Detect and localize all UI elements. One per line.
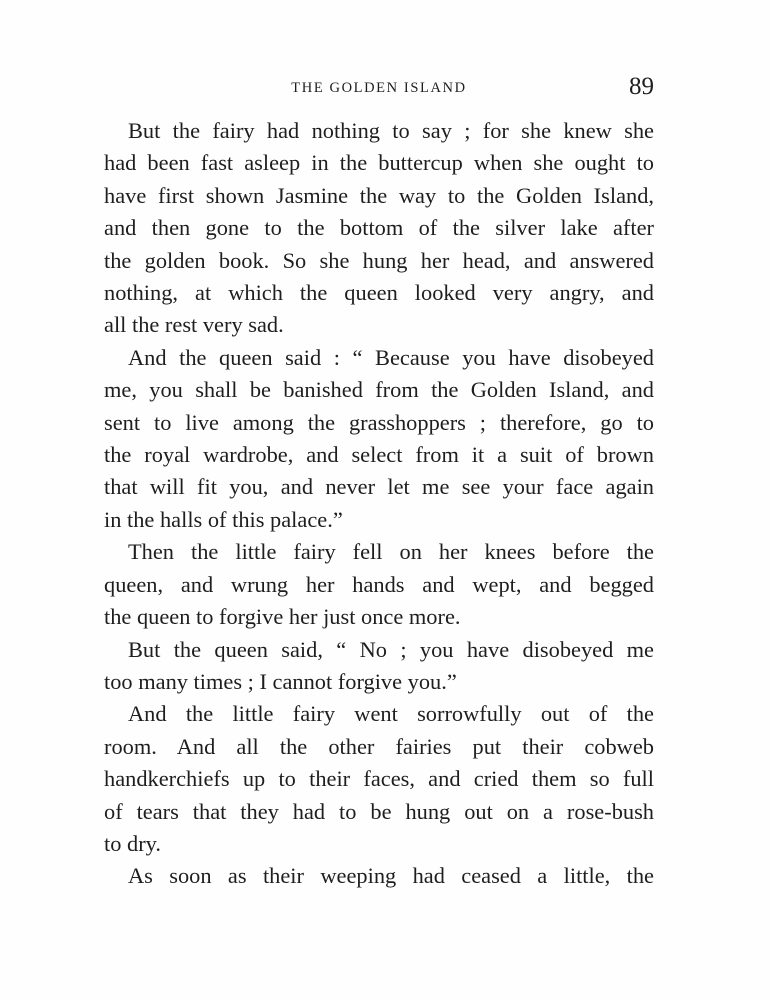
body-text	[104, 115, 654, 893]
paragraph	[104, 536, 654, 633]
text-line: had been fast asleep in the buttercup when she ought to	[104, 150, 654, 176]
paragraph	[104, 860, 654, 892]
text-line: that will fit you, and never let me see your face again	[104, 474, 654, 500]
text-line: to dry.	[104, 830, 162, 856]
text-line: As soon as their weeping had ceased a little, the	[128, 863, 654, 889]
text-line: all the rest very sad.	[104, 312, 284, 338]
paragraph	[104, 634, 654, 699]
text-line: of tears that they had to be hung out on a rose-bush	[104, 798, 654, 824]
text-line: and then gone to the bottom of the silver lake after	[104, 215, 654, 241]
text-line: too many times ; I cannot forgive you.”	[104, 668, 457, 694]
paragraph	[104, 115, 654, 342]
text-line: in the halls of this palace.”	[104, 506, 343, 532]
text-line: And the queen said : “ Because you have disobeyed	[128, 344, 654, 370]
text-line: sent to live among the grasshoppers ; therefore, go to	[104, 409, 654, 435]
text-line: the royal wardrobe, and select from it a suit of brown	[104, 442, 654, 468]
text-line: nothing, at which the queen looked very angry, and	[104, 280, 654, 306]
text-line: me, you shall be banished from the Golden Island, and	[104, 377, 654, 403]
text-line: handkerchiefs up to their faces, and cried them so full	[104, 766, 654, 792]
text-line: the queen to forgive her just once more.	[104, 604, 461, 630]
text-line: Then the little fairy fell on her knees before the	[128, 539, 654, 565]
text-line: But the fairy had nothing to say ; for she knew she	[128, 118, 654, 143]
page-number: 89	[629, 73, 654, 100]
paragraph	[104, 698, 654, 860]
text-line: have first shown Jasmine the way to the Golden Island,	[104, 182, 654, 208]
text-line: queen, and wrung her hands and wept, and begged	[104, 571, 654, 597]
running-head	[104, 73, 654, 104]
text-line: But the queen said, “ No ; you have disobeyed me	[128, 636, 654, 662]
chapter-title: THE GOLDEN ISLAND	[291, 80, 467, 96]
text-line: And the little fairy went sorrowfully out of the	[128, 701, 654, 727]
paragraph	[104, 342, 654, 536]
text-line: room. And all the other fairies put their cobweb	[104, 733, 654, 759]
text-line: the golden book. So she hung her head, and answered	[104, 247, 654, 273]
